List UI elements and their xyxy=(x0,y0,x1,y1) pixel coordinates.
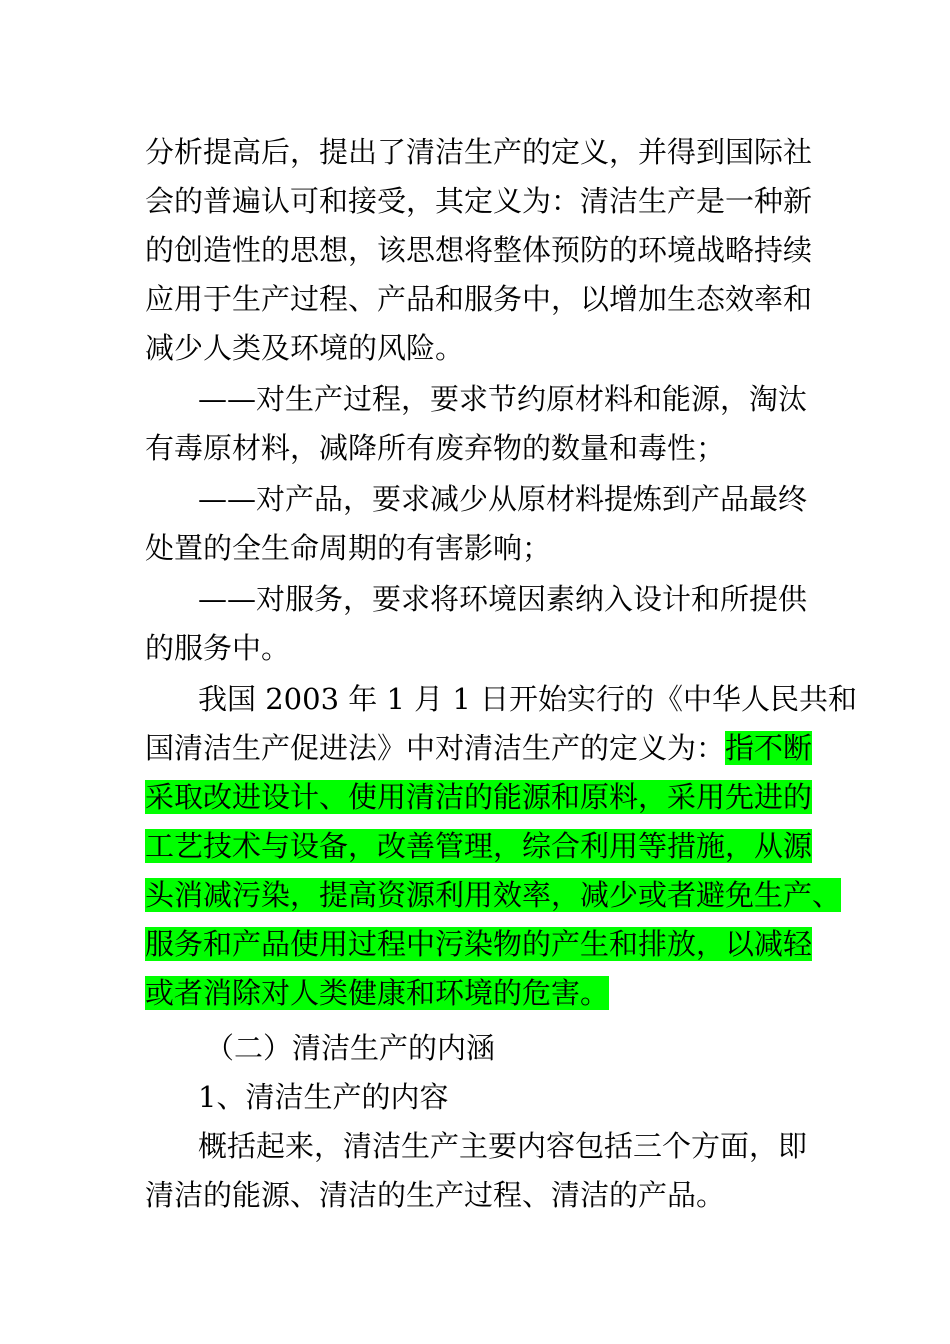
paragraph-line xyxy=(145,822,812,871)
paragraph-line xyxy=(145,724,812,773)
paragraph-line xyxy=(145,969,609,1018)
paragraph-line: ——对生产过程，要求节约原材料和能源，淘汰 xyxy=(198,382,808,416)
paragraph-line: 的服务中。 xyxy=(145,631,291,665)
paragraph-line: 处置的全生命周期的有害影响； xyxy=(145,531,552,565)
paragraph-line: 概括起来，清洁生产主要内容包括三个方面，即 xyxy=(198,1129,808,1163)
highlighted-text: 工艺技术与设备，改善管理，综合利用等措施，从源 xyxy=(145,829,813,863)
section-heading: （二）清洁生产的内涵 xyxy=(205,1031,496,1065)
paragraph-line: 分析提高后，提出了清洁生产的定义，并得到国际社 xyxy=(145,135,813,169)
paragraph-line: ——对产品，要求减少从原材料提炼到产品最终 xyxy=(198,482,808,516)
paragraph-line xyxy=(145,773,812,822)
paragraph-line xyxy=(145,871,841,920)
paragraph-line: 会的普遍认可和接受，其定义为：清洁生产是一种新 xyxy=(145,184,813,218)
paragraph-line: 我国 2003 年 1 月 1 日开始实行的《中华人民共和 xyxy=(198,682,858,716)
highlighted-text: 头消减污染，提高资源利用效率，减少或者避免生产、 xyxy=(145,878,842,912)
paragraph-line: ——对服务，要求将环境因素纳入设计和所提供 xyxy=(198,582,808,616)
highlighted-text: 或者消除对人类健康和环境的危害。 xyxy=(145,976,610,1010)
paragraph-line xyxy=(145,920,812,969)
paragraph-line: 应用于生产过程、产品和服务中，以增加生态效率和 xyxy=(145,282,813,316)
highlighted-text: 指不断 xyxy=(725,731,813,765)
paragraph-text: 国清洁生产促进法》中对清洁生产的定义为： xyxy=(145,731,726,765)
paragraph-line: 的创造性的思想，该思想将整体预防的环境战略持续 xyxy=(145,233,813,267)
highlighted-text: 采取改进设计、使用清洁的能源和原料，采用先进的 xyxy=(145,780,813,814)
highlighted-text: 服务和产品使用过程中污染物的产生和排放，以减轻 xyxy=(145,927,813,961)
paragraph-line: 清洁的能源、清洁的生产过程、清洁的产品。 xyxy=(145,1178,726,1212)
paragraph-line: 减少人类及环境的风险。 xyxy=(145,331,465,365)
subsection-heading: 1、清洁生产的内容 xyxy=(198,1080,449,1114)
paragraph-line: 有毒原材料，减降所有废弃物的数量和毒性； xyxy=(145,431,726,465)
